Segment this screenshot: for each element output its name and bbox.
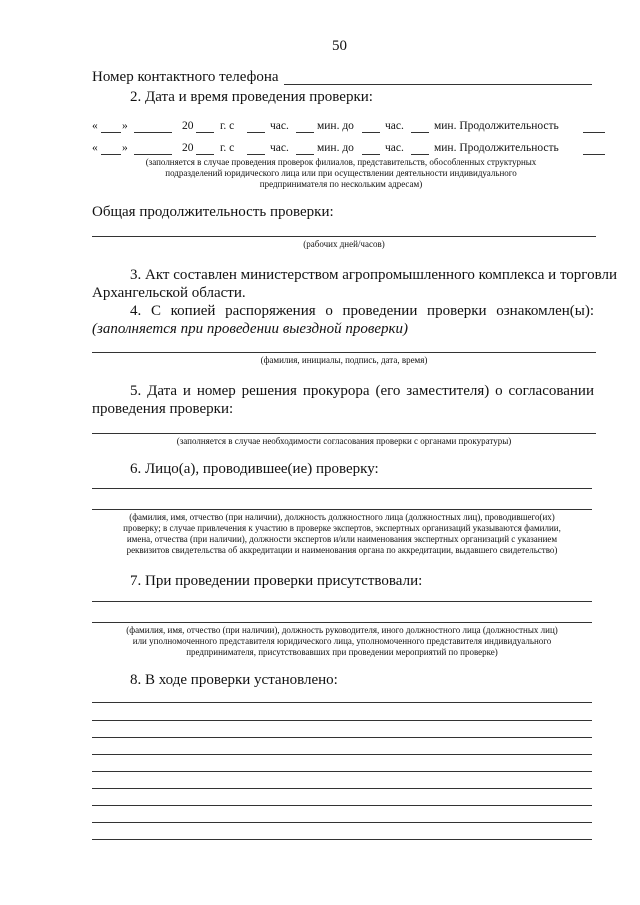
note-line: или уполномоченного представителя юридического лица, уполномоченного представителя индивидуального	[132, 636, 552, 646]
note-line: имена, отчества (при наличии), должности экспертов и/или наименования экспертных организаций с указанием	[126, 534, 558, 544]
note-line: предпринимателя по нескольким адресам)	[259, 179, 423, 189]
duration-field[interactable]	[583, 154, 605, 155]
min-to-field[interactable]	[411, 154, 429, 155]
year-prefix: 20	[182, 142, 194, 154]
duration-field[interactable]	[583, 132, 605, 133]
section5-line2: проведения проверки:	[92, 401, 234, 417]
hour-label: час.	[385, 120, 404, 132]
phone-field-line[interactable]	[284, 84, 592, 85]
findings-line[interactable]	[92, 839, 592, 840]
findings-line[interactable]	[92, 788, 592, 789]
section8-title: 8. В ходе проверки установлено:	[130, 672, 338, 688]
page-number: 50	[332, 38, 347, 54]
section2-title: 2. Дата и время проведения проверки:	[130, 89, 373, 105]
findings-line[interactable]	[92, 720, 592, 721]
findings-line[interactable]	[92, 805, 592, 806]
hour-to-field[interactable]	[362, 154, 380, 155]
year-label: г. с	[220, 142, 235, 154]
section5-line1: 5. Дата и номер решения прокурора (его заместителя) о согласовании	[130, 383, 594, 399]
findings-line[interactable]	[92, 737, 592, 738]
min-from-field[interactable]	[296, 154, 314, 155]
hour-to-field[interactable]	[362, 132, 380, 133]
min-to-label: мин. до	[317, 120, 354, 132]
month-field[interactable]	[134, 132, 172, 133]
total-duration-label: Общая продолжительность проверки:	[92, 204, 334, 220]
section5-note: (заполняется в случае необходимости согласования проверки с органами прокуратуры)	[176, 436, 512, 446]
section6-note	[92, 512, 592, 556]
section6-field-2[interactable]	[92, 509, 592, 510]
note-line: реквизитов свидетельства об аккредитации и наименования органа по аккредитации, выдавшего свидетельство)	[126, 545, 558, 555]
quote-open: «	[92, 120, 98, 132]
note-line: (заполняется в случае проведения проверок филиалов, представительств, обособленных структурных	[145, 157, 537, 167]
quote-open: «	[92, 142, 98, 154]
min-to-field[interactable]	[411, 132, 429, 133]
findings-line[interactable]	[92, 702, 592, 703]
month-field[interactable]	[134, 154, 172, 155]
section4-line1: 4. С копией распоряжения о проведении проверки ознакомлен(ы):	[130, 303, 594, 319]
day-field[interactable]	[101, 132, 121, 133]
section4-note: (фамилия, инициалы, подпись, дата, время)	[260, 355, 428, 365]
year-prefix: 20	[182, 120, 194, 132]
hour-from-field[interactable]	[247, 154, 265, 155]
section6-title: 6. Лицо(а), проводившее(ие) проверку:	[130, 461, 379, 477]
duration-label: мин. Продолжительность	[434, 142, 559, 154]
hour-from-field[interactable]	[247, 132, 265, 133]
note-line: (фамилия, имя, отчество (при наличии), должность должностного лица (должностных лиц), проводившего(их)	[129, 512, 555, 522]
quote-close: »	[122, 120, 128, 132]
note-line: подразделений юридического лица или при осуществлении деятельности индивидуального	[165, 168, 517, 178]
quote-close: »	[122, 142, 128, 154]
findings-line[interactable]	[92, 771, 592, 772]
note-line: (фамилия, имя, отчество (при наличии), должность руководителя, иного должностного лица (должностных лиц)	[126, 625, 558, 635]
section5-field[interactable]	[92, 433, 596, 434]
year-field[interactable]	[196, 154, 214, 155]
day-field[interactable]	[101, 154, 121, 155]
section6-field-1[interactable]	[92, 488, 592, 489]
phone-label: Номер контактного телефона	[92, 69, 279, 85]
year-field[interactable]	[196, 132, 214, 133]
findings-line[interactable]	[92, 754, 592, 755]
section4-line2: (заполняется при проведении выездной проверки)	[92, 321, 409, 337]
min-from-field[interactable]	[296, 132, 314, 133]
note-line: проверку; в случае привлечения к участию в проверке экспертов, экспертных организаций указываются фамилии,	[123, 523, 561, 533]
section7-note	[92, 625, 592, 658]
section7-title: 7. При проведении проверки присутствовали:	[130, 573, 423, 589]
section3-line1: 3. Акт составлен министерством агропромышленного комплекса и торговли	[130, 267, 617, 283]
total-duration-field[interactable]	[92, 236, 596, 237]
duration-label: мин. Продолжительность	[434, 120, 559, 132]
year-label: г. с	[220, 120, 235, 132]
findings-line[interactable]	[92, 822, 592, 823]
section7-field-1[interactable]	[92, 601, 592, 602]
min-to-label: мин. до	[317, 142, 354, 154]
section7-field-2[interactable]	[92, 622, 592, 623]
note-line: предпринимателя, присутствовавших при проведении мероприятий по проверке)	[186, 647, 498, 657]
section3-line2: Архангельской области.	[92, 285, 246, 301]
section2-note	[92, 157, 590, 190]
section4-field[interactable]	[92, 352, 596, 353]
hour-label: час.	[270, 120, 289, 132]
hour-label: час.	[270, 142, 289, 154]
hour-label: час.	[385, 142, 404, 154]
total-duration-note: (рабочих дней/часов)	[303, 239, 385, 249]
